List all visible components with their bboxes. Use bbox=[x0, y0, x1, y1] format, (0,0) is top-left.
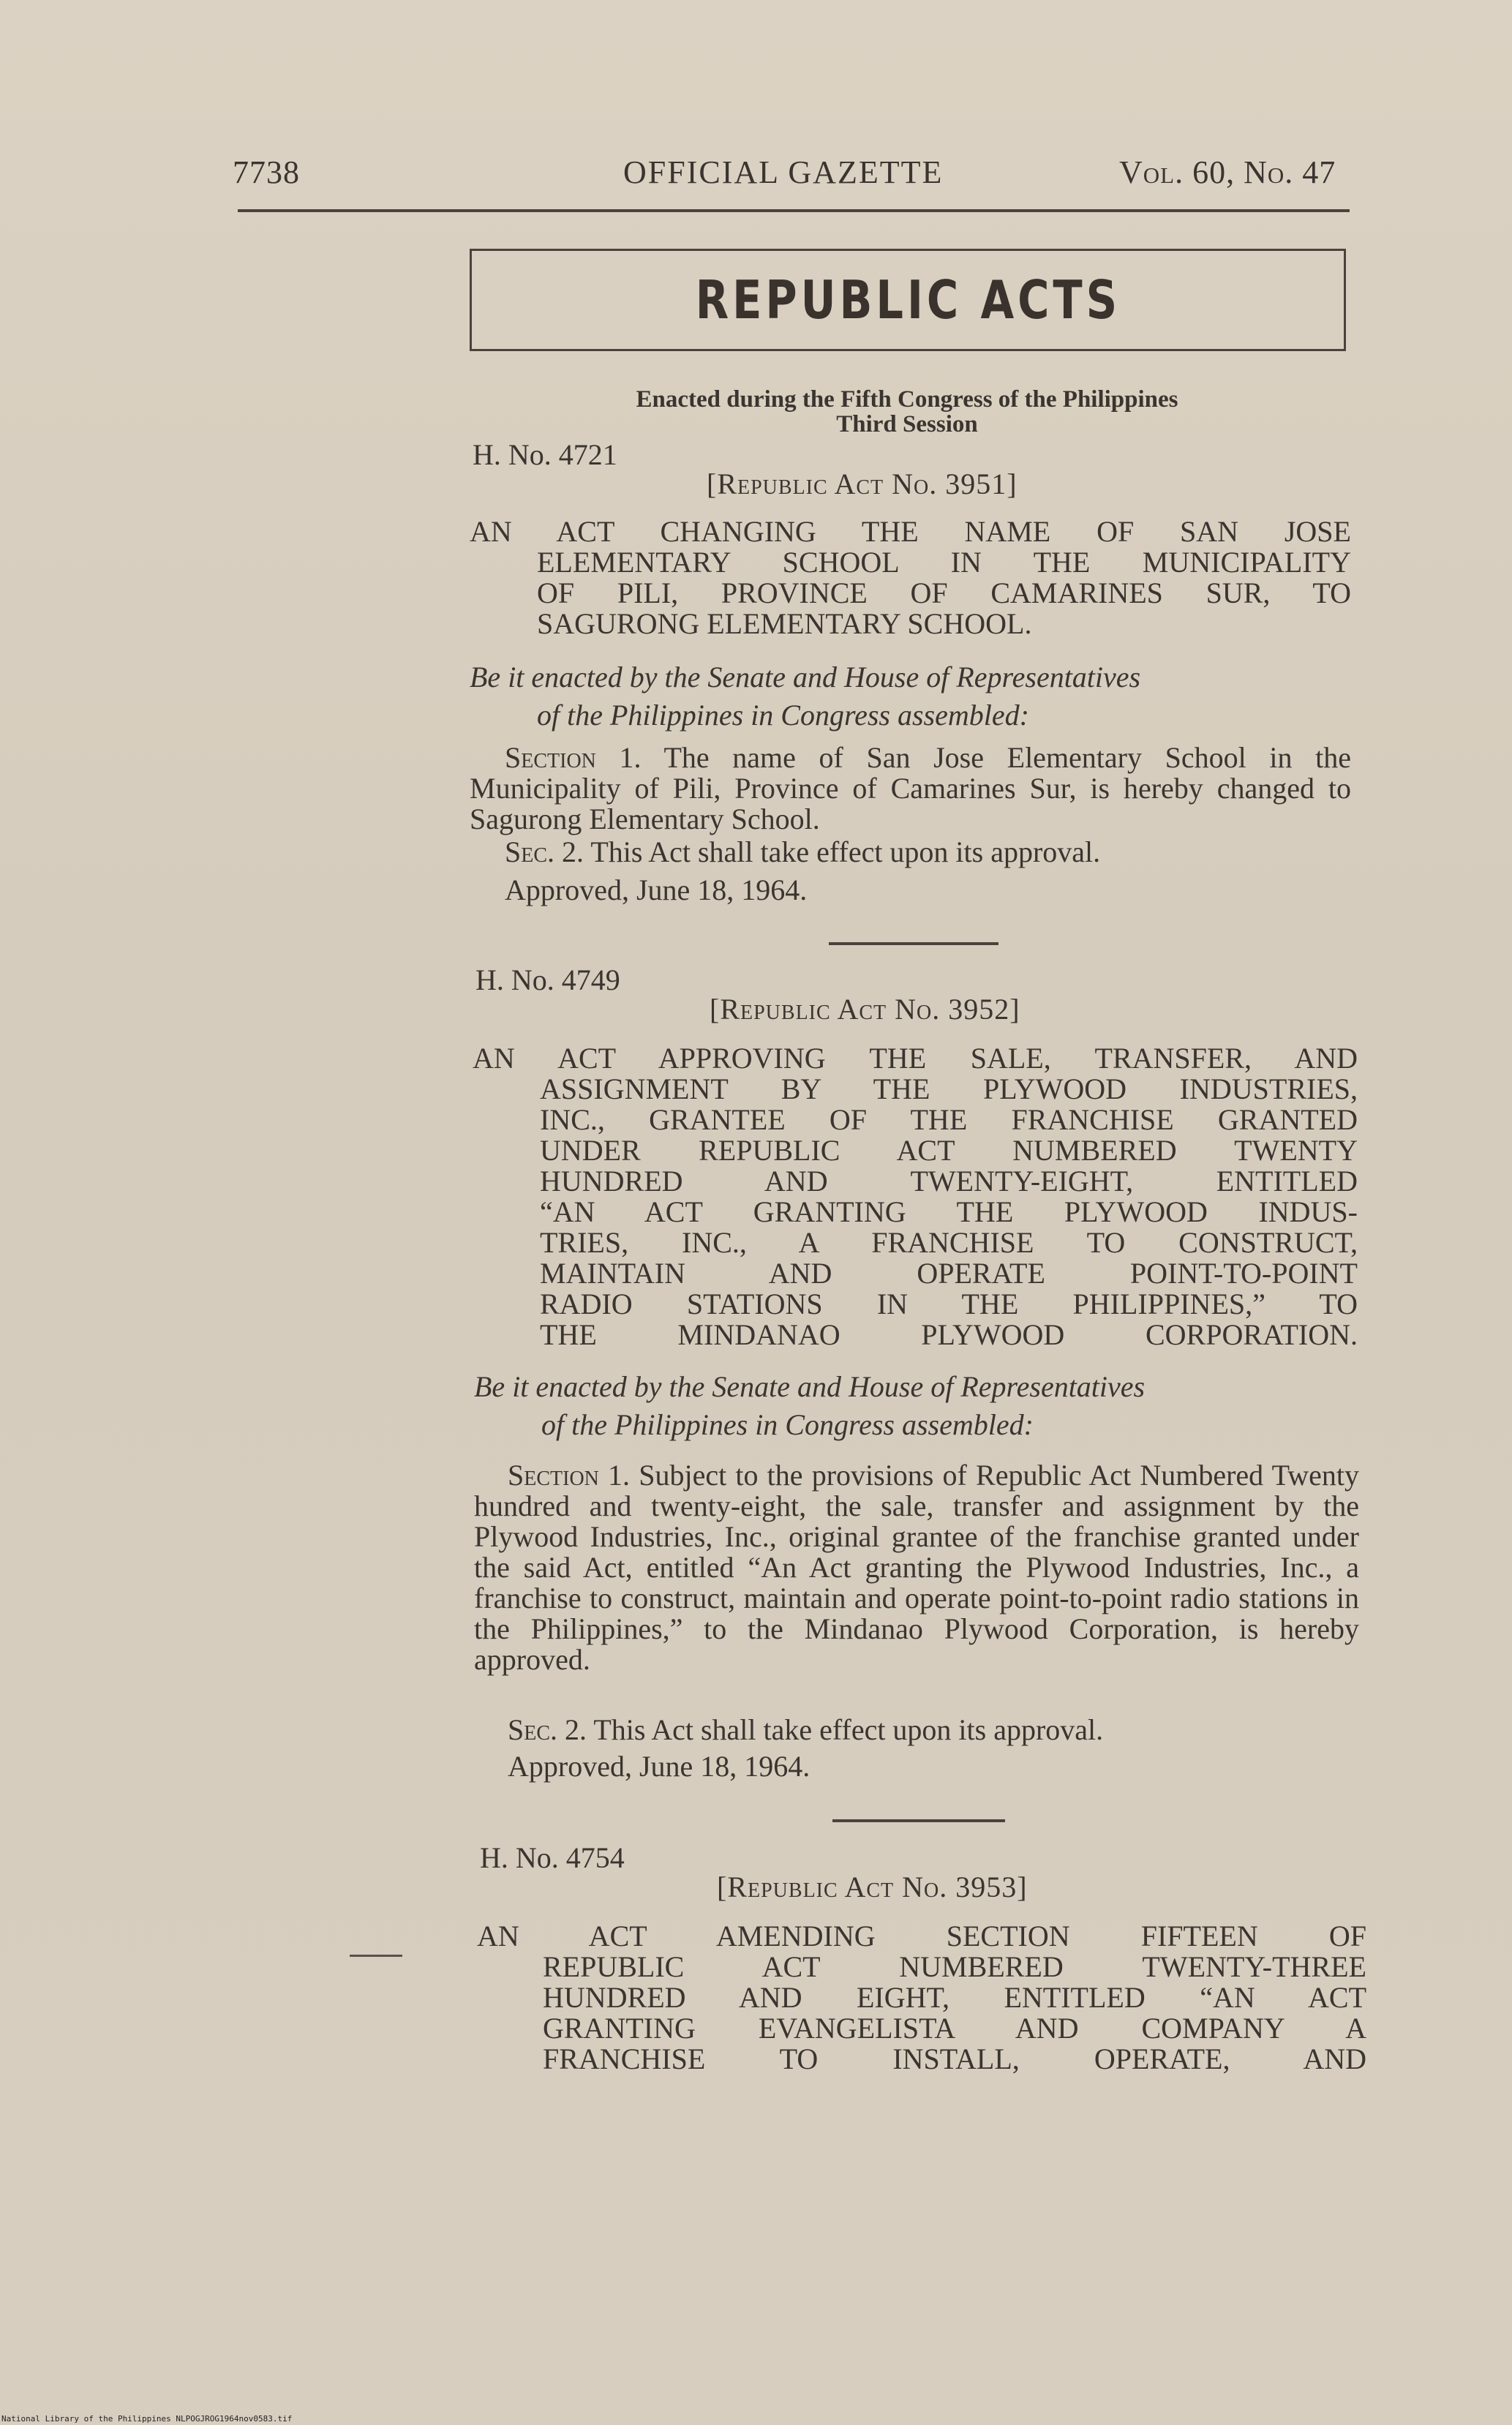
act-title-line: TRIES, INC., A FRANCHISE TO CONSTRUCT, bbox=[540, 1226, 1358, 1259]
act-title-line: ASSIGNMENT BY THE PLYWOOD INDUSTRIES, bbox=[540, 1072, 1358, 1105]
section-text: Subject to the provisions of Republic Act Numbered Twenty hundred and twenty-eight, the sale, transfer and assignment by the Plywood Industries, Inc., original grantee of the franchise granted under the said Act, entitled “An Act granting the Plywood Industries, Inc., a franchise to construct, maintain and operate point-to-point radio stations in the Philippines,” to the Mindanao Plywood Corporation, is hereby approved. bbox=[474, 1459, 1359, 1676]
section-label: Sec. 2. bbox=[508, 1713, 587, 1746]
act-title-first-line: AN ACT APPROVING THE SALE, TRANSFER, AND bbox=[473, 1042, 1358, 1075]
publication-name: OFFICIAL GAZETTE bbox=[623, 154, 944, 190]
act-title-line: REPUBLIC ACT NUMBERED TWENTY-THREE bbox=[543, 1950, 1366, 1983]
approval-date: Approved, June 18, 1964. bbox=[508, 1750, 810, 1783]
act-title-line: RADIO STATIONS IN THE PHILIPPINES,” TO bbox=[540, 1287, 1358, 1320]
enacted-session-line: Third Session bbox=[836, 411, 978, 437]
act-title-line: MAINTAIN AND OPERATE POINT-TO-POINT bbox=[540, 1257, 1358, 1290]
house-number: H. No. 4754 bbox=[480, 1841, 625, 1874]
header-rule bbox=[238, 209, 1350, 212]
act-separator bbox=[829, 942, 998, 945]
page-number: 7738 bbox=[233, 154, 300, 190]
approval-date: Approved, June 18, 1964. bbox=[505, 873, 808, 906]
section-one-paragraph bbox=[470, 742, 1351, 835]
act-title-first-line: AN ACT CHANGING THE NAME OF SAN JOSE bbox=[470, 515, 1351, 548]
act-title-line: HUNDRED AND TWENTY-EIGHT, ENTITLED bbox=[540, 1165, 1358, 1198]
section-title: REPUBLIC ACTS bbox=[695, 269, 1121, 331]
act-title-line: OF PILI, PROVINCE OF CAMARINES SUR, TO bbox=[537, 576, 1351, 609]
act-title-line: SAGURONG ELEMENTARY SCHOOL. bbox=[537, 607, 1032, 640]
section-text: The name of San Jose Elementary School in the Municipality of Pili, Province of Camarines Sur, is hereby changed to Sagurong Elementary School. bbox=[470, 741, 1351, 835]
house-number: H. No. 4721 bbox=[473, 438, 617, 471]
republic-act-number: [Republic Act No. 3952] bbox=[710, 993, 1020, 1026]
house-number: H. No. 4749 bbox=[475, 963, 620, 996]
act-title-line: FRANCHISE TO INSTALL, OPERATE, AND bbox=[543, 2042, 1366, 2075]
section-label: Section 1. bbox=[508, 1459, 631, 1492]
act-title-first-line: AN ACT AMENDING SECTION FIFTEEN OF bbox=[477, 1920, 1366, 1952]
act-title-line: INC., GRANTEE OF THE FRANCHISE GRANTED bbox=[540, 1103, 1358, 1136]
section-one-paragraph bbox=[474, 1460, 1359, 1675]
section-label: Section 1. bbox=[505, 741, 642, 774]
volume-label: Vol. 60, No. 47 bbox=[1119, 154, 1336, 190]
act-separator bbox=[832, 1819, 1005, 1822]
republic-act-number: [Republic Act No. 3951] bbox=[707, 467, 1018, 500]
section-text: This Act shall take effect upon its approval. bbox=[590, 835, 1101, 868]
republic-act-number: [Republic Act No. 3953] bbox=[717, 1871, 1028, 1903]
enacted-congress-line: Enacted during the Fifth Congress of the Philippines bbox=[636, 386, 1178, 413]
enacting-clause-cont: of the Philippines in Congress assembled: bbox=[537, 699, 1029, 732]
act-title-line: HUNDRED AND EIGHT, ENTITLED “AN ACT bbox=[543, 1981, 1366, 2014]
enacting-clause: Be it enacted by the Senate and House of Representatives bbox=[474, 1370, 1146, 1403]
enacting-clause: Be it enacted by the Senate and House of Representatives bbox=[470, 661, 1141, 693]
section-title-box bbox=[470, 249, 1346, 351]
margin-mark bbox=[350, 1955, 402, 1957]
act-title-line: ELEMENTARY SCHOOL IN THE MUNICIPALITY bbox=[537, 546, 1351, 579]
act-title-line: THE MINDANAO PLYWOOD CORPORATION. bbox=[540, 1318, 1358, 1351]
enacting-clause-cont: of the Philippines in Congress assembled: bbox=[541, 1408, 1034, 1441]
section-text: This Act shall take effect upon its approval. bbox=[593, 1713, 1104, 1746]
act-title-line: “AN ACT GRANTING THE PLYWOOD INDUS- bbox=[540, 1195, 1358, 1228]
section-two-paragraph bbox=[505, 837, 1351, 868]
section-label: Sec. 2. bbox=[505, 835, 584, 868]
act-title-line: GRANTING EVANGELISTA AND COMPANY A bbox=[543, 2012, 1366, 2045]
scan-source-note: National Library of the Philippines NLPOGJROG1964nov0583.tif bbox=[1, 2414, 293, 2424]
act-title-line: UNDER REPUBLIC ACT NUMBERED TWENTY bbox=[540, 1134, 1358, 1167]
section-two-paragraph bbox=[508, 1715, 1359, 1745]
